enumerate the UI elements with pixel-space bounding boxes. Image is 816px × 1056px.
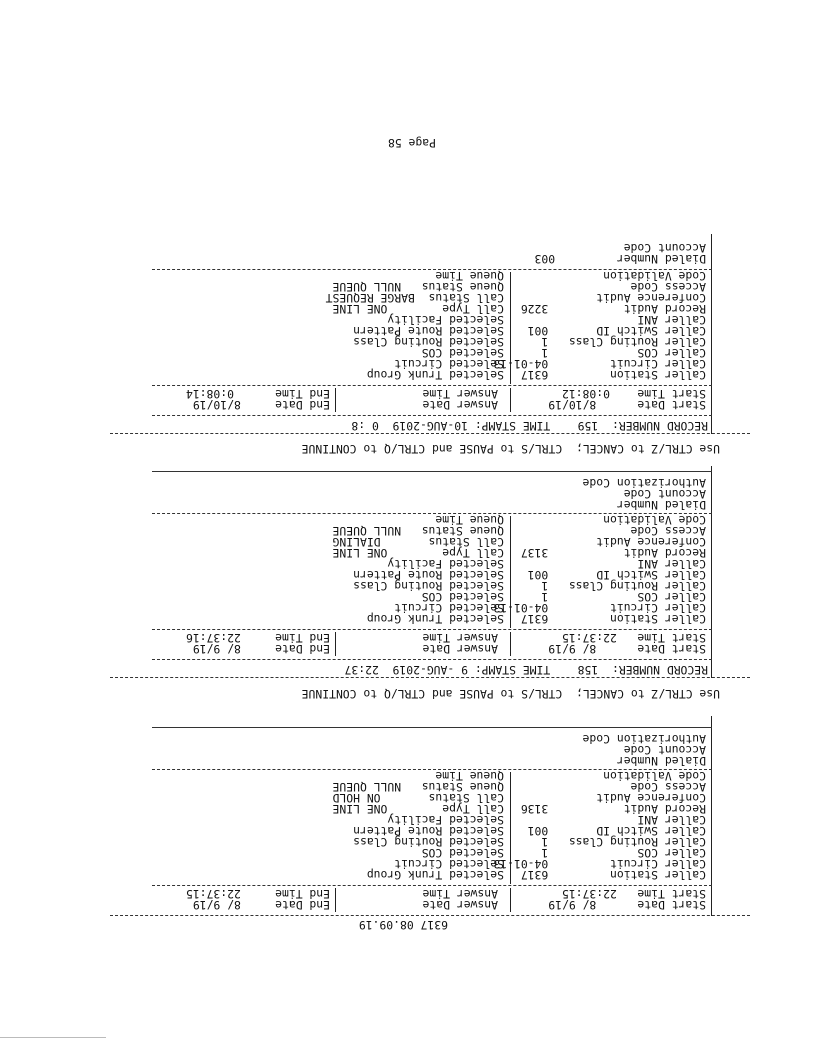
caller-cos: Caller COS 1 [541,346,706,360]
cancel-instructions-1: Use CTRL/Z to CANCEL; CTRL/S to PAUSE and CTRL/Q to CONTINUE [301,687,720,701]
record-number-line: RECORD NUMBER: 159 TIME STAMP: 10-AUG-2019 0 :8 [351,419,708,433]
answer-date: Answer Date [422,398,498,412]
selected-route-pattern: Selected Route Pattern [353,324,504,338]
caller-switch-id: Caller Switch ID 001 [527,824,706,838]
access-code: Access Code [630,524,706,538]
authorization-code: Authorization Code [582,476,706,490]
queue-status: Queue Status NULL QUEUE [332,780,504,794]
dialed-number: Dialed Number 003 [534,252,706,266]
selected-cos: Selected COS [421,590,504,604]
start-time: Start Time 0:08:12 [561,387,706,401]
start-date: Start Date 8/ 9/19 [548,642,706,656]
caller-ani: Caller ANI [637,313,706,327]
access-code: Access Code [630,780,706,794]
call-status: Call Status BARGE REQUEST [325,291,504,305]
code-validation: Code Validation [603,269,706,283]
end-date: End Date 8/10/19 [192,398,330,412]
selected-facility: Selected Facility [387,813,504,827]
access-code: Access Code [630,280,706,294]
code-validation: Code Validation [603,769,706,783]
answer-time: Answer Time [422,887,498,901]
conference-audit: Conference Audit [596,291,706,305]
dialed-number: Dialed Number [616,754,706,768]
selected-trunk-group: Selected Trunk Group [366,868,504,882]
authorization-code: Authorization Code [582,732,706,746]
account-code: Account Code [623,241,706,255]
document-header: 6317 08.09.19 [358,918,448,932]
caller-station: Caller Station 6317 [520,612,706,626]
caller-circuit: Caller Circuit 04-01-13 [493,857,706,871]
call-status: Call Status DIALING [332,535,504,549]
account-code: Account Code [623,487,706,501]
queue-time: Queue Time [435,769,504,783]
conference-audit: Conference Audit [596,791,706,805]
queue-status: Queue Status NULL QUEUE [332,524,504,538]
call-type: Call Type ONE LINE [332,802,504,816]
selected-route-pattern: Selected Route Pattern [353,824,504,838]
end-time: End Time 22:37:15 [185,887,330,901]
answer-time: Answer Time [422,387,498,401]
caller-ani: Caller ANI [637,813,706,827]
record-audit: Record Audit 3136 [520,802,706,816]
caller-switch-id: Caller Switch ID 001 [527,568,706,582]
caller-cos: Caller COS 1 [541,590,706,604]
start-date: Start Date 8/ 9/19 [548,898,706,912]
page-number: Page 58 [387,136,436,150]
caller-routing-class: Caller Routing Class 1 [541,579,706,593]
record-audit: Record Audit 3226 [520,302,706,316]
caller-ani: Caller ANI [637,557,706,571]
queue-time: Queue Time [435,513,504,527]
queue-time: Queue Time [435,269,504,283]
end-date: End Date 8/ 9/19 [192,642,330,656]
selected-routing-class: Selected Routing Class [353,335,504,349]
end-time: End Time 0:08:14 [185,387,330,401]
caller-station: Caller Station 6317 [520,868,706,882]
selected-routing-class: Selected Routing Class [353,579,504,593]
selected-circuit: Selected Circuit [394,857,504,871]
caller-circuit: Caller Circuit 04-01-13 [493,601,706,615]
record-audit: Record Audit 3137 [520,546,706,560]
record-number-line: RECORD NUMBER: 158 TIME STAMP: 9 -AUG-2019 22:37 [344,663,708,677]
answer-time: Answer Time [422,631,498,645]
answer-date: Answer Date [422,898,498,912]
start-time: Start Time 22:37:15 [561,631,706,645]
caller-station: Caller Station 6317 [520,368,706,382]
caller-routing-class: Caller Routing Class 1 [541,835,706,849]
answer-date: Answer Date [422,642,498,656]
selected-cos: Selected COS [421,846,504,860]
cancel-instructions-2: Use CTRL/Z to CANCEL; CTRL/S to PAUSE and CTRL/Q to CONTINUE [301,442,720,456]
selected-trunk-group: Selected Trunk Group [366,368,504,382]
end-time: End Time 22:37:16 [185,631,330,645]
selected-circuit: Selected Circuit [394,357,504,371]
selected-route-pattern: Selected Route Pattern [353,568,504,582]
code-validation: Code Validation [603,513,706,527]
conference-audit: Conference Audit [596,535,706,549]
selected-facility: Selected Facility [387,557,504,571]
selected-trunk-group: Selected Trunk Group [366,612,504,626]
selected-cos: Selected COS [421,346,504,360]
selected-circuit: Selected Circuit [394,601,504,615]
call-type: Call Type ONE LINE [332,302,504,316]
caller-cos: Caller COS 1 [541,846,706,860]
call-status: Call Status ON HOLD [332,791,504,805]
start-date: Start Date 8/10/19 [548,398,706,412]
call-type: Call Type ONE LINE [332,546,504,560]
selected-facility: Selected Facility [387,313,504,327]
selected-routing-class: Selected Routing Class [353,835,504,849]
account-code: Account Code [623,743,706,757]
dialed-number: Dialed Number [616,498,706,512]
queue-status: Queue Status NULL QUEUE [332,280,504,294]
caller-routing-class: Caller Routing Class 1 [541,335,706,349]
caller-switch-id: Caller Switch ID 001 [527,324,706,338]
end-date: End Date 8/ 9/19 [192,898,330,912]
start-time: Start Time 22:37:15 [561,887,706,901]
caller-circuit: Caller Circuit 04-01-13 [493,357,706,371]
